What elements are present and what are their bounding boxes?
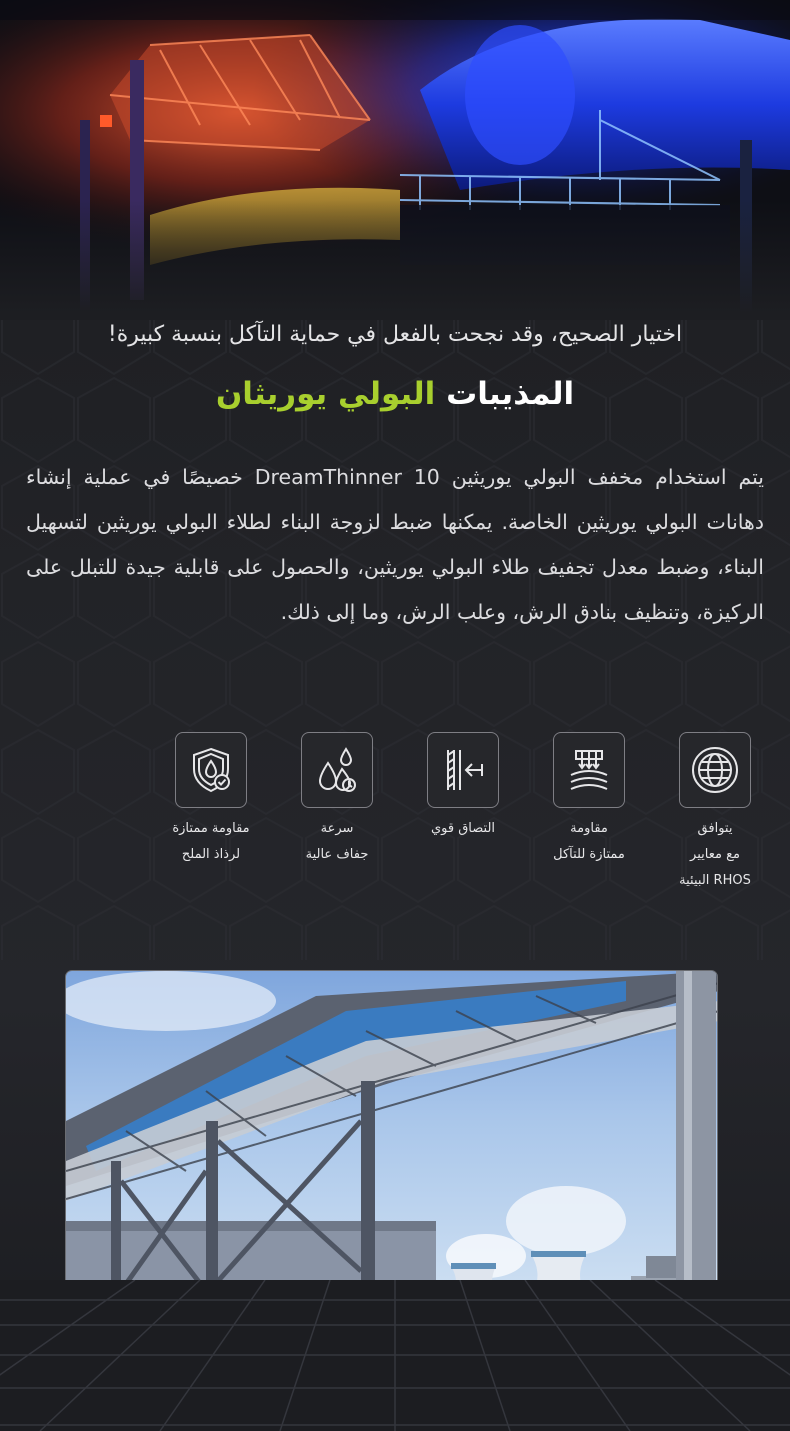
heading-white-part: المذيبات <box>446 376 575 412</box>
adhesion-icon <box>427 732 499 808</box>
feature-label: مقاومة ممتازة لرذاذ الملح <box>172 821 250 862</box>
feature-salt-spray <box>148 732 274 868</box>
drops-icon <box>301 732 373 808</box>
shield-icon <box>175 732 247 808</box>
structure-photo <box>65 970 718 1295</box>
heading-green-part: البولي يوريثان <box>215 376 436 412</box>
feature-label: مقاومة ممتازة للتآكل <box>553 821 625 862</box>
feature-rhos <box>652 732 778 894</box>
feature-adhesion <box>400 732 526 842</box>
feature-corrosion <box>526 732 652 868</box>
features-row <box>118 732 778 902</box>
feature-label: يتوافق مع معايير RHOS البيئية <box>679 821 751 888</box>
hero-fade <box>0 200 790 320</box>
subtitle: اختيار الصحيح، وقد نجحت بالفعل في حماية التآكل بنسبة كبيرة! <box>107 322 683 347</box>
feature-drying <box>274 732 400 868</box>
hero-image <box>0 0 790 320</box>
feature-label: سرعة جفاف عالية <box>305 821 369 862</box>
product-description: يتم استخدام مخفف البولي يوريثين DreamThinner 10 خصيصًا في عملية إنشاء دهانات البولي يوريثين الخاصة. يمكنها ضبط لزوجة البناء لطلاء البولي يوريثين لتسهيل البناء، وضبط معدل تجفيف طلاء البولي يوريثين، والحصول على قابلية جيدة للتبلل على الركيزة، وتنظيف بنادق الرش، وعلب الرش، وما إلى ذلك. <box>26 465 765 624</box>
section-heading <box>20 376 770 412</box>
grid-floor-background <box>0 1280 790 1431</box>
heat-resistance-icon <box>553 732 625 808</box>
globe-icon <box>679 732 751 808</box>
feature-label: التصاق قوي <box>430 821 496 836</box>
